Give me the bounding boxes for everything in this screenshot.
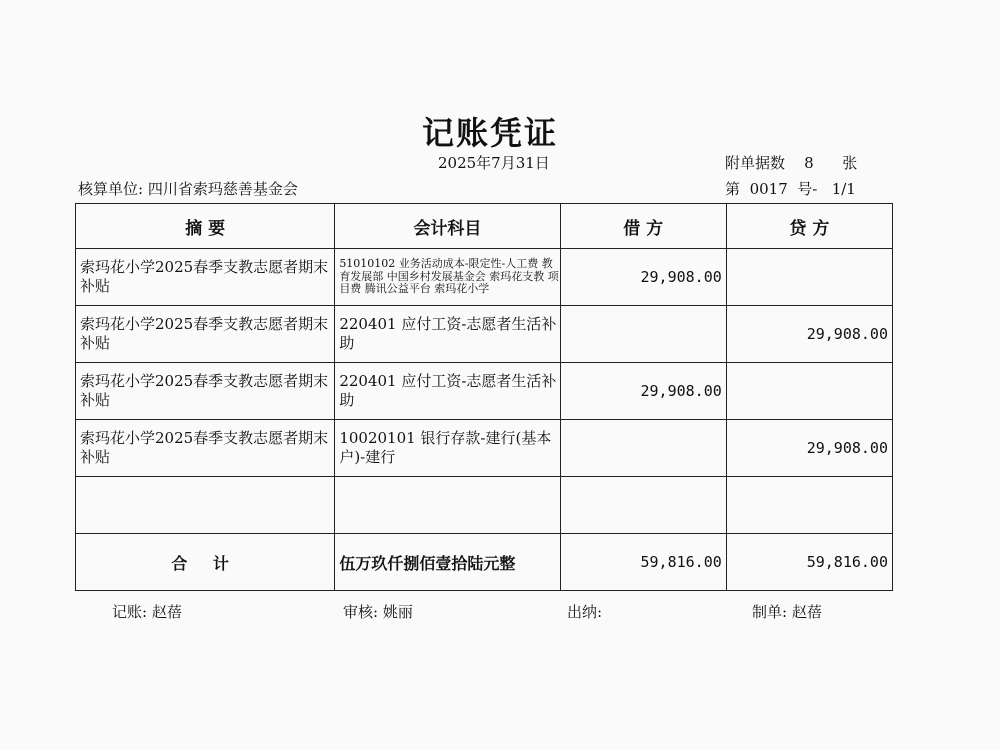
row-debit <box>560 420 726 477</box>
table-row <box>76 363 893 420</box>
total-amount-in-words: 伍万玖仟捌佰壹拾陆元整 <box>335 534 560 591</box>
row-credit <box>726 363 892 420</box>
header-debit: 借 方 <box>560 204 726 249</box>
cashier-signature: 出纳: <box>567 603 603 621</box>
row-account: 220401 应付工资-志愿者生活补助 <box>335 363 560 420</box>
voucher-table <box>75 203 893 591</box>
table-row <box>76 420 893 477</box>
row-credit: 29,908.00 <box>726 306 892 363</box>
row-account: 10020101 银行存款-建行(基本户)-建行 <box>335 420 560 477</box>
attachment-count <box>725 152 857 173</box>
row-account: 51010102 业务活动成本-限定性-人工费 教育发展部 中国乡村发展基金会 索玛花支教 项目费 腾讯公益平台 索玛花小学 <box>335 249 560 306</box>
row-summary <box>76 477 335 534</box>
row-debit <box>560 477 726 534</box>
row-credit <box>726 249 892 306</box>
attachment-label: 附单据数 <box>725 154 786 172</box>
row-account: 220401 应付工资-志愿者生活补助 <box>335 306 560 363</box>
reviewer-signature: 审核: 姚丽 <box>343 603 413 621</box>
row-account <box>335 477 560 534</box>
total-debit: 59,816.00 <box>560 534 726 591</box>
row-summary: 索玛花小学2025春季支教志愿者期末补贴 <box>76 249 335 306</box>
header-account: 会计科目 <box>335 204 560 249</box>
row-summary: 索玛花小学2025春季支教志愿者期末补贴 <box>76 306 335 363</box>
row-summary: 索玛花小学2025春季支教志愿者期末补贴 <box>76 420 335 477</box>
voucher-title: 记账凭证 <box>421 114 558 152</box>
bookkeeper-signature: 记账: 赵蓓 <box>112 603 182 621</box>
voucher-number <box>725 178 856 199</box>
table-row-empty <box>76 477 893 534</box>
row-credit: 29,908.00 <box>726 420 892 477</box>
table-header-row <box>76 204 893 249</box>
accounting-unit: 核算单位: 四川省索玛慈善基金会 <box>78 180 298 198</box>
table-total-row <box>76 534 893 591</box>
attachment-number: 8 <box>804 154 814 172</box>
voucher-number-prefix: 第 <box>725 180 741 198</box>
voucher-page: 1/1 <box>831 180 856 198</box>
header-summary: 摘 要 <box>76 204 335 249</box>
voucher-number-suffix: 号- <box>797 180 818 198</box>
total-label: 合 计 <box>76 534 335 591</box>
row-summary: 索玛花小学2025春季支教志愿者期末补贴 <box>76 363 335 420</box>
table-row <box>76 306 893 363</box>
voucher-date: 2025年7月31日 <box>438 154 550 172</box>
row-credit <box>726 477 892 534</box>
preparer-signature: 制单: 赵蓓 <box>752 603 822 621</box>
header-credit: 贷 方 <box>726 204 892 249</box>
row-debit <box>560 306 726 363</box>
row-debit: 29,908.00 <box>560 363 726 420</box>
voucher-number-value: 0017 <box>749 180 788 198</box>
total-credit: 59,816.00 <box>726 534 892 591</box>
attachment-unit: 张 <box>842 154 858 172</box>
row-debit: 29,908.00 <box>560 249 726 306</box>
table-row <box>76 249 893 306</box>
